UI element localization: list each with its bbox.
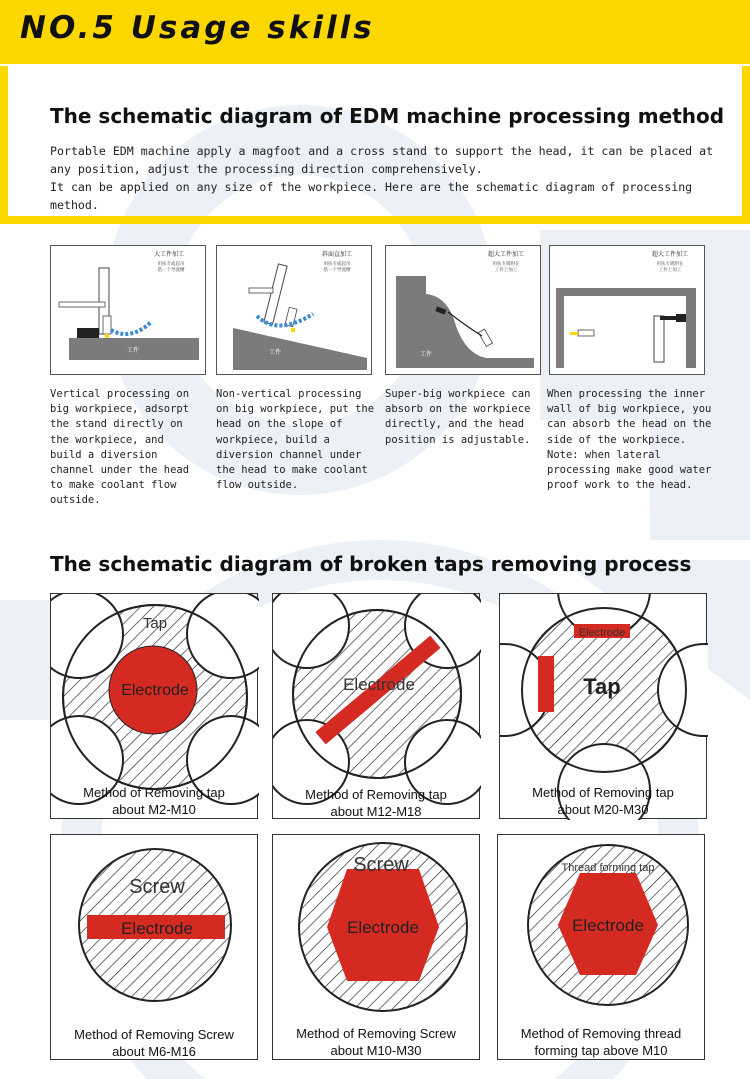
stand-column [264,264,287,324]
caption-line: about M6-M16 [112,1044,196,1059]
electrode-label: Electrode [121,682,189,699]
page-header [0,0,750,64]
caption-line: When processing the inner [547,388,706,400]
electrode-label: Electrode [572,916,644,935]
edm-intro [50,142,720,214]
caption-line: proof work to the head. [547,479,693,492]
screw-label: Screw [353,854,409,876]
electrode-label: Electrode [121,919,193,938]
tap-caption [51,784,257,818]
electrode-label: Electrode [578,627,626,639]
edm-panel-vertical [50,245,206,375]
caption-line: workpiece, build a [216,433,330,446]
electrode-tip [291,328,295,332]
magfoot [77,328,99,338]
caption-line: Method of Removing tap [305,787,447,802]
caption-line: channel under the head [50,464,190,477]
edm-panel-innerwall [549,245,705,375]
caption-line: Method of Removing Screw [74,1027,234,1042]
panel-heading: 斜面直加工 [321,252,353,258]
electrode-tip [570,332,578,335]
edm-intro-line-1: Portable EDM machine apply a magfoot and a cross stand to support the head, it can be placed at any position, adjust the processing direction comprehensively. [50,144,714,176]
panel-note: 用扶专或起吊 [323,261,351,266]
panel-note: 工件上加工 [658,267,682,272]
caption-line: about M2-M10 [112,802,196,817]
electrode-label: Electrode [343,675,415,694]
caption-line: directly, and the head [385,418,525,431]
electrode-label: Electrode [347,918,419,937]
edm-panel-slope [216,245,372,375]
caption-line: absorb on the workpiece [385,403,531,416]
caption-line: processing make good water [547,464,712,477]
caption-line: head on the slope of [216,418,343,431]
tap-diagram-m12 [272,593,480,819]
coolant-hose [111,322,151,334]
workpiece-label: 工件 [419,352,433,358]
workpiece-slope [233,328,367,370]
tap-caption [500,784,706,818]
edm-head [103,316,111,334]
tap-diagram-m10 [272,834,480,1060]
panel-note: 搭一个导流槽 [157,267,185,272]
tap-diagram-thread [497,834,705,1060]
caption-line: build a diversion [50,448,158,461]
screw-label: Screw [129,876,185,898]
caption-line: Non-vertical processing [216,388,362,400]
panel-heading: 大工件加工 [153,252,185,258]
workpiece-box [556,288,696,368]
workpiece-label: 工件 [126,348,140,354]
edm-caption-3 [385,387,550,448]
tap-caption [273,786,479,820]
tap-diagram-m20 [499,593,707,819]
edm-intro-line-2: It can be applied on any size of the workpiece. Here are the schematic diagram of processing method. [50,180,693,212]
caption-line: can absorb the head on the [547,418,712,431]
cross-bar [59,302,105,307]
edm-panel-superbig [385,245,541,375]
taps-section-title: The schematic diagram of broken taps removing process [50,552,692,576]
panel-heading: 超大工件加工 [487,252,525,258]
caption-line: position is adjustable. [385,433,531,446]
caption-line: Method of Removing thread [520,1026,682,1041]
caption-line: Super-big workpiece can [385,388,531,400]
panel-note: 工件上加工 [494,267,518,272]
tap-label: Tap [583,674,621,699]
caption-line: the stand directly on [50,418,183,431]
tap-caption [498,1025,704,1059]
caption-line: outside. [50,494,101,507]
caption-line: Note: when lateral [547,448,661,461]
thread-tap-label: Thread forming tap [561,862,655,874]
edm-head [578,330,594,336]
edm-section-title: The schematic diagram of EDM machine processing method [50,104,725,128]
caption-line: the head to make coolant [216,464,368,477]
caption-line: flow outside. [216,479,299,492]
tap-diagram-m2 [50,593,258,819]
workpiece-big [396,276,534,368]
tap-diagram-m6 [50,834,258,1060]
cross-bar [660,316,676,320]
magfoot [676,314,686,322]
tap-caption [51,1026,257,1060]
panel-note: 用扶专或起吊 [157,261,185,266]
caption-line: the workpiece, and [50,433,164,446]
caption-line: Method of Removing tap [83,785,225,800]
stand-column [654,316,664,362]
edm-caption-2 [216,387,381,493]
caption-line: about M20-M30 [557,802,649,817]
caption-line: Method of Removing tap [532,785,674,800]
panel-note: 搭一个导流槽 [323,267,351,272]
tap-label: Tap [142,615,168,632]
caption-line: on big workpiece, put the [216,403,375,416]
tap-caption [273,1025,479,1059]
caption-line: about M10-M30 [330,1043,422,1058]
workpiece-label: 工件 [268,350,282,356]
caption-line: Vertical processing on [50,388,190,400]
caption-line: Method of Removing Screw [296,1026,456,1041]
caption-line: big workpiece, adsorpt [50,403,190,416]
caption-line: wall of big workpiece, you [547,403,712,416]
caption-line: forming tap above M10 [534,1043,668,1058]
electrode-tip [105,334,109,338]
electrode-bar [538,656,554,712]
caption-line: side of the workpiece. [547,433,687,446]
edm-head [478,329,492,346]
caption-line: about M12-M18 [330,804,422,819]
edm-caption-1 [50,387,215,509]
caption-line: diversion channel under [216,448,362,461]
edm-caption-4 [547,387,727,493]
curve-edge [426,270,476,276]
caption-line: to make coolant flow [50,479,177,492]
cross-bar [249,288,273,293]
panel-note: 用扶专吸附在 [656,261,684,266]
panel-heading: 超大工件加工 [651,252,689,258]
header-title: NO.5 Usage skills [20,10,375,46]
panel-note: 用扶专吸附在 [492,261,520,266]
